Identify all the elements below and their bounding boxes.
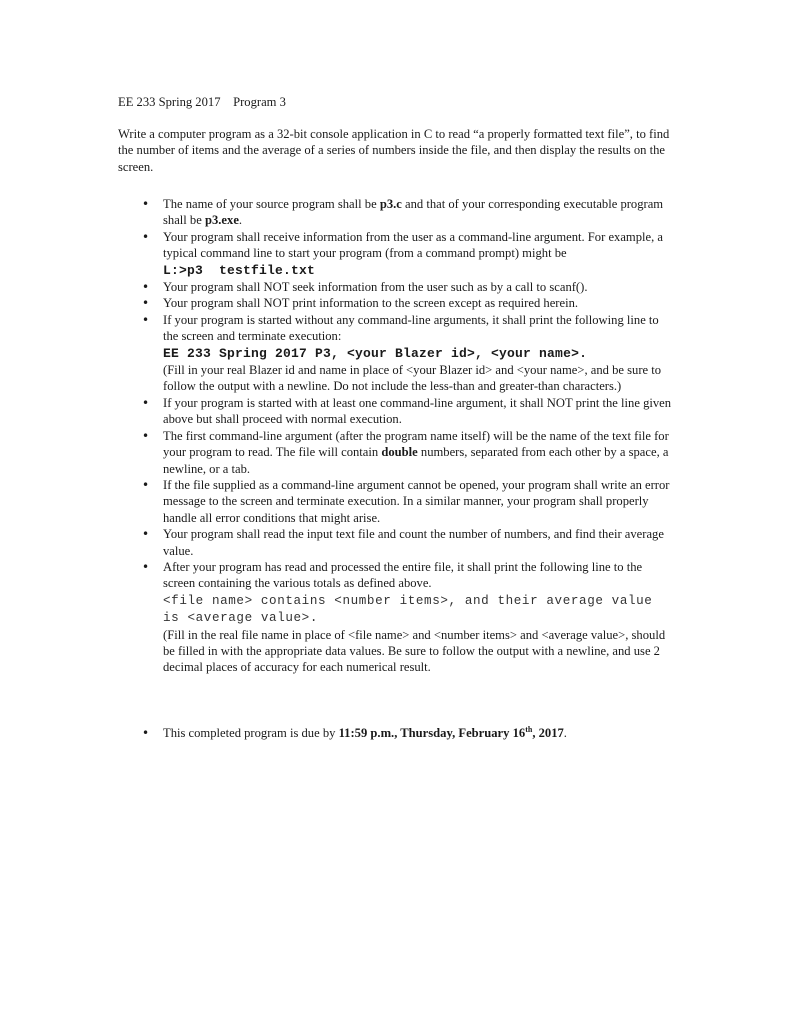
list-item-command-line bbox=[118, 229, 674, 279]
list-item-no-input bbox=[118, 279, 674, 295]
no-args-output-line: EE 233 Spring 2017 P3, <your Blazer id>, <your name>. bbox=[163, 345, 588, 361]
source-filename: p3.c bbox=[379, 197, 402, 211]
intro-paragraph: Write a computer program as a 32-bit console application in C to read “a properly formatted text file”, to find the number of items and the average of a series of numbers inside the file, and then display the results on the screen. bbox=[118, 127, 670, 174]
list-item-text: . bbox=[563, 725, 567, 740]
list-item-count-average bbox=[118, 526, 674, 559]
due-date-year: , 2017 bbox=[532, 725, 564, 740]
double-keyword: double bbox=[381, 445, 418, 460]
list-item-no-output bbox=[118, 295, 674, 311]
list-item-due-date bbox=[118, 725, 674, 741]
list-item-text: Your program shall receive information from the user as a command-line argument. For example, a typical command line to start your program (from a command prompt) might be bbox=[163, 229, 663, 261]
list-item-text: and that of your corresponding executable program shall be bbox=[163, 197, 664, 228]
list-item-text: numbers, separated from each other by a space, a newline, or a tab. bbox=[163, 445, 669, 476]
result-output-line: <file name> contains <number items>, and their average value is <average value>. bbox=[163, 593, 653, 626]
list-item-input-file bbox=[118, 428, 674, 477]
list-item-text: The name of your source program shall be bbox=[163, 197, 380, 211]
command-example: L:>p3 testfile.txt bbox=[163, 262, 316, 278]
due-date-text: 11:59 p.m., Thursday, February 16 bbox=[338, 725, 526, 740]
list-item-text: After your program has read and processed the entire file, it shall print the following line to the screen containing the various totals as defined above. bbox=[163, 559, 643, 591]
document-title: EE 233 Spring 2017 Program 3 bbox=[118, 95, 286, 109]
list-item-text: If your program is started with at least one command-line argument, it shall NOT print the line given above but shall proceed with normal execution. bbox=[163, 395, 672, 427]
list-item-text: Your program shall NOT seek information from the user such as by a call to scanf(). bbox=[163, 280, 588, 295]
list-item-text: If the file supplied as a command-line argument cannot be opened, your program shall write an error message to the screen and terminate execution. In a similar manner, your program shall properly handle all error conditions that might arise. bbox=[163, 477, 670, 525]
list-item-text: This completed program is due by bbox=[163, 725, 339, 740]
due-date bbox=[339, 726, 564, 740]
list-item-source-name bbox=[118, 196, 674, 229]
list-item-text: Your program shall NOT print information to the screen except as required herein. bbox=[163, 296, 579, 311]
list-item-error-handling bbox=[118, 477, 674, 526]
list-item-text: If your program is started without any command-line arguments, it shall print the following line to the screen and terminate execution: bbox=[163, 312, 659, 344]
list-item-no-args bbox=[118, 312, 674, 395]
list-item-text: The first command-line argument (after the program name itself) will be the name of the text file for your program to read. The file will contain bbox=[163, 428, 669, 460]
list-item-note: (Fill in your real Blazer id and name in place of <your Blazer id> and <your name>, and be sure to follow the output with a newline. Do not include the less-than and greater-than characters.) bbox=[163, 363, 662, 394]
list-item-with-args bbox=[118, 395, 674, 428]
list-item-note: (Fill in the real file name in place of <file name> and <number items> and <average value>, should be filled in with the appropriate data values. Be sure to follow the output with a newline, and use 2 decimal places of accuracy for each numerical result. bbox=[163, 627, 666, 675]
list-item-text: Your program shall read the input text file and count the number of numbers, and find their average value. bbox=[163, 527, 664, 558]
due-date-ordinal: th bbox=[525, 724, 533, 734]
requirements-list bbox=[118, 196, 674, 741]
list-item-text: . bbox=[238, 213, 243, 228]
executable-filename: p3.exe bbox=[204, 213, 239, 228]
list-item-result-output bbox=[118, 559, 674, 676]
